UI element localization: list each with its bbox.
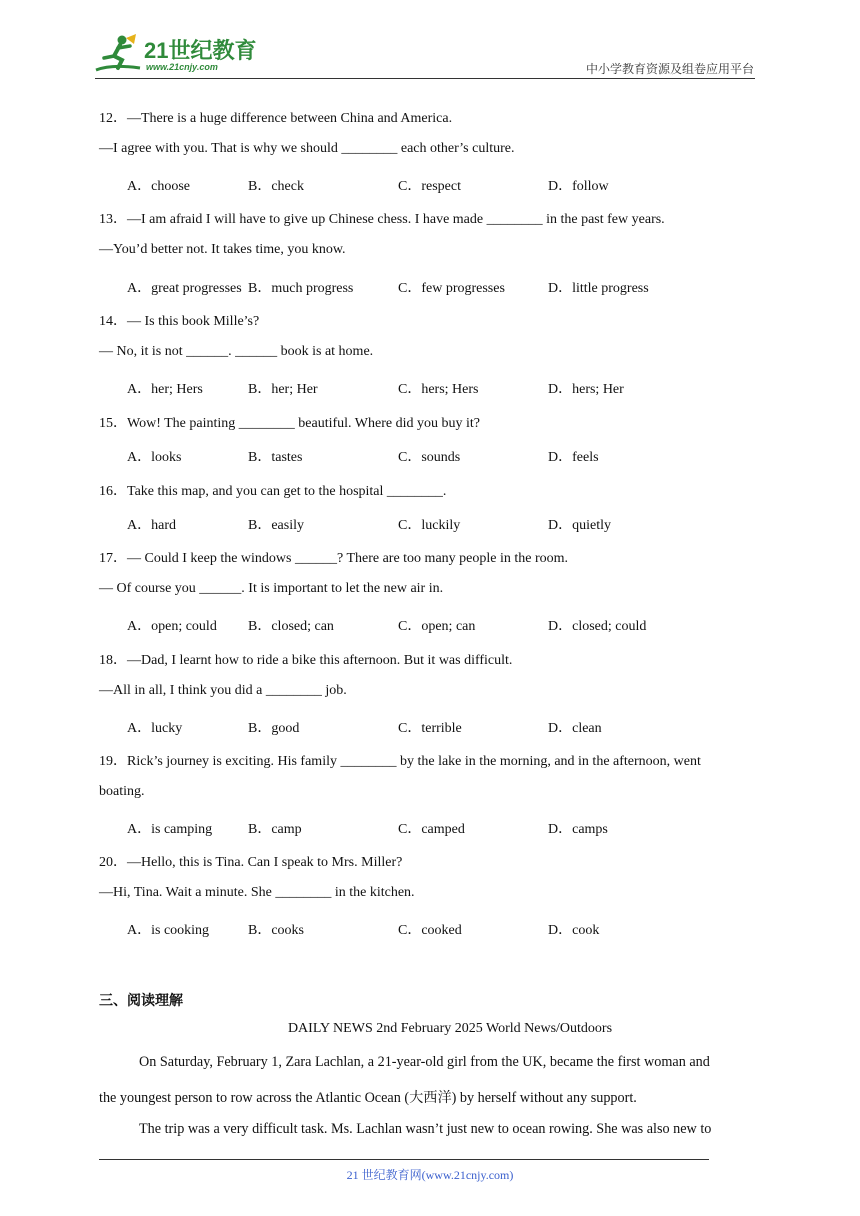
option-b: B．check: [248, 179, 304, 194]
option-c: C．luckily: [398, 518, 461, 533]
option-b: B．camp: [248, 822, 302, 837]
option-b: B．good: [248, 721, 300, 736]
question-20-line-1: 20．—Hello, this is Tina. Can I speak to Mrs. Miller?: [99, 855, 403, 870]
runner-logo-icon: [92, 34, 144, 78]
question-19-line-2: boating.: [99, 784, 145, 799]
question-20-line-2: —Hi, Tina. Wait a minute. She ________ in the kitchen.: [99, 885, 415, 900]
option-c: C．terrible: [398, 721, 462, 736]
option-b: B．tastes: [248, 450, 303, 465]
option-d: D．camps: [548, 822, 608, 837]
question-18-line-2: —All in all, I think you did a ________ job.: [99, 683, 347, 698]
option-a: A．open; could: [127, 619, 217, 634]
option-a: A．lucky: [127, 721, 183, 736]
question-14-line-1: 14．— Is this book Mille’s?: [99, 314, 260, 329]
option-c: C．open; can: [398, 619, 476, 634]
option-b: B．easily: [248, 518, 304, 533]
question-16-line-1: 16．Take this map, and you can get to the hospital ________.: [99, 484, 447, 499]
question-14-line-2: — No, it is not ______. ______ book is at home.: [99, 344, 374, 359]
option-a: A．is cooking: [127, 923, 210, 938]
question-19-line-1: 19．Rick’s journey is exciting. His family ________ by the lake in the morning, and in the afternoon, went: [99, 754, 701, 769]
paragraph-1-line-2: the youngest person to row across the Atlantic Ocean (大西洋) by herself without any support.: [99, 1090, 637, 1106]
option-c: C．cooked: [398, 923, 462, 938]
question-13-line-1: 13．—I am afraid I will have to give up Chinese chess. I have made ________ in the past few years.: [99, 212, 665, 227]
option-c: C．sounds: [398, 450, 461, 465]
option-d: D．clean: [548, 721, 602, 736]
option-d: D．feels: [548, 450, 599, 465]
question-17-line-2: — Of course you ______. It is important to let the new air in.: [99, 581, 444, 596]
option-c: C．camped: [398, 822, 465, 837]
question-18-line-1: 18．—Dad, I learnt how to ride a bike this afternoon. But it was difficult.: [99, 653, 513, 668]
option-a: A．looks: [127, 450, 182, 465]
question-17-line-1: 17．— Could I keep the windows ______? There are too many people in the room.: [99, 551, 569, 566]
paragraph-1-line-1: On Saturday, February 1, Zara Lachlan, a 21-year-old girl from the UK, became the first woman and: [139, 1054, 710, 1070]
option-a: A．is camping: [127, 822, 213, 837]
brand-logo: [92, 34, 262, 78]
option-d: D．cook: [548, 923, 600, 938]
question-12-line-1: 12．—There is a huge difference between China and America.: [99, 111, 453, 126]
option-d: D．hers; Her: [548, 382, 624, 397]
option-b: B．closed; can: [248, 619, 334, 634]
option-b: B．cooks: [248, 923, 304, 938]
question-12-line-2: —I agree with you. That is why we should ________ each other’s culture.: [99, 141, 515, 156]
brand-name: 21世纪教育: [144, 38, 257, 63]
footer-text: 21 世纪教育网(www.21cnjy.com): [346, 1168, 514, 1182]
option-d: D．follow: [548, 179, 609, 194]
option-b: B．much progress: [248, 281, 354, 296]
question-13-line-2: —You’d better not. It takes time, you know.: [99, 242, 346, 257]
question-15-line-1: 15．Wow! The painting ________ beautiful. Where did you buy it?: [99, 416, 480, 431]
header-divider: [95, 78, 755, 79]
option-c: C．hers; Hers: [398, 382, 479, 397]
option-b: B．her; Her: [248, 382, 318, 397]
paragraph-2-line-1: The trip was a very difficult task. Ms. Lachlan wasn’t just new to ocean rowing. She was also new to: [139, 1121, 712, 1137]
option-c: C．respect: [398, 179, 461, 194]
platform-name: 中小学教育资源及组卷应用平台: [585, 62, 754, 76]
brand-url: www.21cnjy.com: [146, 62, 218, 72]
option-d: D．little progress: [548, 281, 649, 296]
option-a: A．hard: [127, 518, 176, 533]
footer-divider: [99, 1159, 709, 1160]
option-a: A．her; Hers: [127, 382, 203, 397]
section-heading: 三、阅读理解: [99, 993, 183, 1009]
option-c: C．few progresses: [398, 281, 505, 296]
page-header: [0, 0, 860, 80]
option-a: A．great progresses: [127, 281, 242, 296]
news-title: DAILY NEWS 2nd February 2025 World News/Outdoors: [287, 1021, 613, 1036]
option-d: D．quietly: [548, 518, 611, 533]
option-d: D．closed; could: [548, 619, 647, 634]
option-a: A．choose: [127, 179, 190, 194]
